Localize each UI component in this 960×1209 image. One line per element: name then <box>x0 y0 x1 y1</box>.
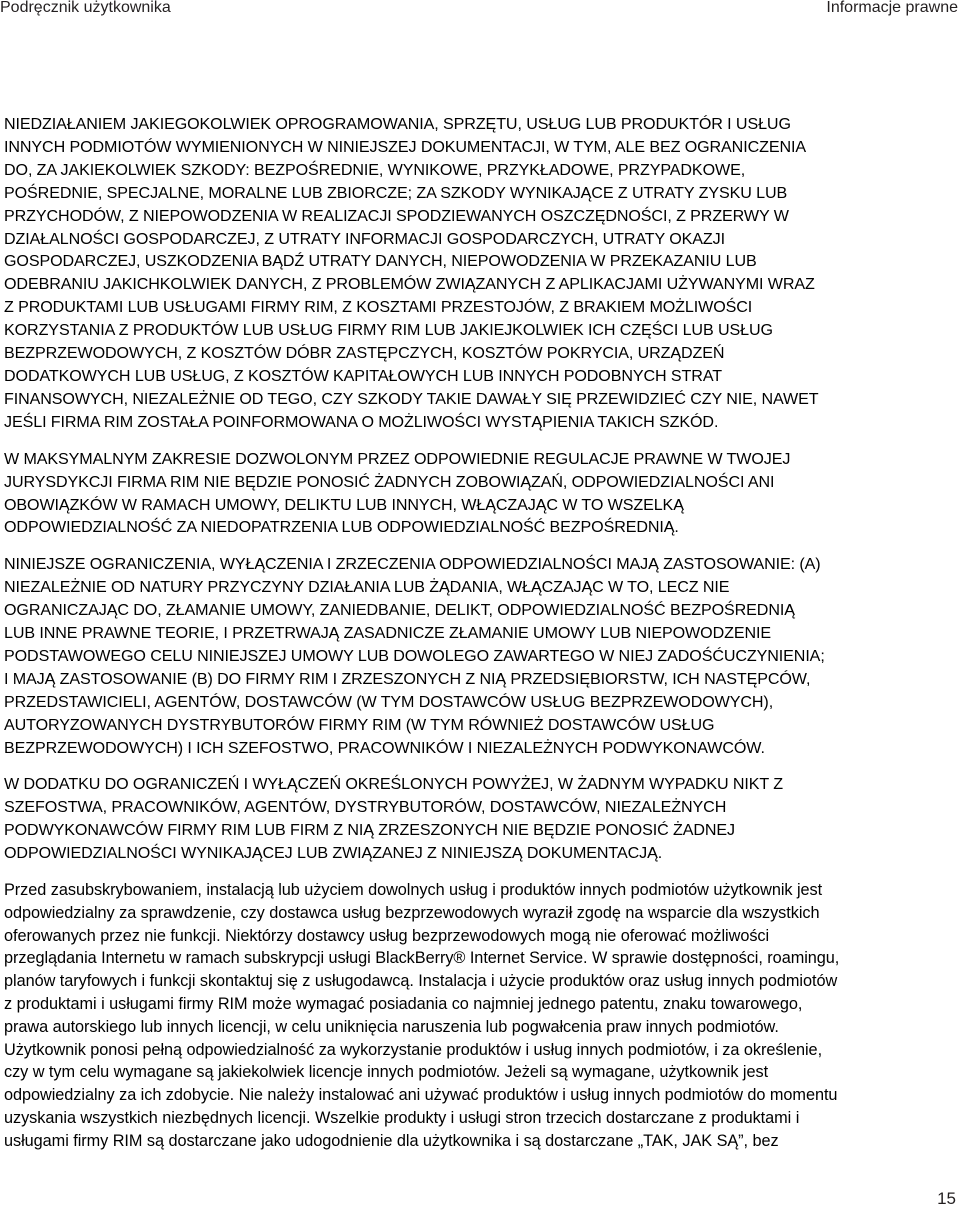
text-line: Przed zasubskrybowaniem, instalacją lub użyciem dowolnych usług i produktów innych podmiotów użytkownik jest <box>4 881 823 900</box>
text-line: odpowiedzialny za ich zdobycie. Nie należy instalować ani używać produktów i usług innych podmiotów do momentu <box>4 1086 838 1105</box>
text-line: NINIEJSZE OGRANICZENIA, WYŁĄCZENIA I ZRZECZENIA ODPOWIEDZIALNOŚCI MAJĄ ZASTOSOWANIE: (A) <box>4 555 821 574</box>
text-line: NIEZALEŻNIE OD NATURY PRZYCZYNY DZIAŁANIA LUB ŻĄDANIA, WŁĄCZAJĄC W TO, LECZ NIE <box>4 578 730 597</box>
text-line: czy w tym celu wymagane są jakiekolwiek licencje innych podmiotów. Jeżeli są wymagane, użytkownik jest <box>4 1063 769 1082</box>
text-line: PRZEDSTAWICIELI, AGENTÓW, DOSTAWCÓW (W TYM DOSTAWCÓW USŁUG BEZPRZEWODOWYCH), <box>4 692 774 711</box>
text-line: AUTORYZOWANYCH DYSTRYBUTORÓW FIRMY RIM (W TYM RÓWNIEŻ DOSTAWCÓW USŁUG <box>4 715 715 734</box>
paragraph-third-party-services <box>4 879 959 1153</box>
text-line: SZEFOSTWA, PRACOWNIKÓW, AGENTÓW, DYSTRYBUTORÓW, DOSTAWCÓW, NIEZALEŻNYCH <box>4 798 727 817</box>
text-line: ODEBRANIU JAKICHKOLWIEK DANYCH, Z PROBLEMÓW ZWIĄZANYCH Z APLIKACJAMI UŻYWANYMI WRAZ <box>4 275 815 294</box>
text-line: JURYSDYKCJI FIRMA RIM NIE BĘDZIE PONOSIĆ ŻADNYCH ZOBOWIĄZAŃ, ODPOWIEDZIALNOŚCI ANI <box>4 472 775 491</box>
text-line: OGRANICZAJĄC DO, ZŁAMANIE UMOWY, ZANIEDBANIE, DELIKT, ODPOWIEDZIALNOŚĆ BEZPOŚREDNIĄ <box>4 601 795 620</box>
text-line: I MAJĄ ZASTOSOWANIE (B) DO FIRMY RIM I ZRZESZONYCH Z NIĄ PRZEDSIĘBIORSTW, ICH NASTĘPCÓW, <box>4 669 811 688</box>
text-line: W DODATKU DO OGRANICZEŃ I WYŁĄCZEŃ OKREŚLONYCH POWYŻEJ, W ŻADNYM WYPADKU NIKT Z <box>4 775 783 794</box>
text-line: przeglądania Internetu w ramach subskrypcji usługi BlackBerry® Internet Service. W sprawie dostępności, roamingu, <box>4 949 840 968</box>
text-line: DZIAŁALNOŚCI GOSPODARCZEJ, Z UTRATY INFORMACJI GOSPODARCZYCH, UTRATY OKAZJI <box>4 229 725 248</box>
paragraph-limitations-apply <box>4 553 959 759</box>
text-line: DO, ZA JAKIEKOLWIEK SZKODY: BEZPOŚREDNIE, WYNIKOWE, PRZYKŁADOWE, PRZYPADKOWE, <box>4 160 746 179</box>
text-line: prawa autorskiego lub innych licencji, w celu uniknięcia naruszenia lub pogwałcenia praw innych podmiotów. <box>4 1017 779 1036</box>
text-line: POŚREDNIE, SPECJALNE, MORALNE LUB ZBIORCZE; ZA SZKODY WYNIKAJĄCE Z UTRATY ZYSKU LUB <box>4 183 788 202</box>
text-line: odpowiedzialny za sprawdzenie, czy dostawca usług bezprzewodowych wyraził zgodę na wsparcie dla wszystkich <box>4 903 820 922</box>
text-line: KORZYSTANIA Z PRODUKTÓW LUB USŁUG FIRMY RIM LUB JAKIEJKOLWIEK ICH CZĘŚCI LUB USŁUG <box>4 321 773 340</box>
text-line: planów taryfowych i funkcji skontaktuj się z usługodawcą. Instalacja i użycie produktów oraz usług innych podmiotów <box>4 972 838 991</box>
document-title: Podręcznik użytkownika <box>0 0 171 16</box>
text-line: ODPOWIEDZIALNOŚĆ ZA NIEDOPATRZENIA LUB ODPOWIEDZIALNOŚĆ BEZPOŚREDNIĄ. <box>4 518 679 537</box>
paragraph-maximum-extent <box>4 448 959 540</box>
document-body <box>4 113 959 1153</box>
text-line: uzyskania wszystkich niezbędnych licencji. Wszelkie produkty i usługi stron trzecich dostarczane z produktami i <box>4 1109 800 1128</box>
text-line: BEZPRZEWODOWYCH, Z KOSZTÓW DÓBR ZASTĘPCZYCH, KOSZTÓW POKRYCIA, URZĄDZEŃ <box>4 344 725 363</box>
paragraph-liability-damages <box>4 113 959 434</box>
paragraph-no-personal-liability <box>4 773 959 865</box>
section-title: Informacje prawne <box>826 0 958 16</box>
page-number: 15 <box>937 1189 956 1208</box>
text-line: Użytkownik ponosi pełną odpowiedzialność za wykorzystanie produktów i usług innych podmiotów, i za określenie, <box>4 1040 823 1059</box>
text-line: LUB INNE PRAWNE TEORIE, I PRZETRWAJĄ ZASADNICZE ZŁAMANIE UMOWY LUB NIEPOWODZENIE <box>4 624 771 643</box>
text-line: W MAKSYMALNYM ZAKRESIE DOZWOLONYM PRZEZ ODPOWIEDNIE REGULACJE PRAWNE W TWOJEJ <box>4 449 791 468</box>
text-line: ODPOWIEDZIALNOŚCI WYNIKAJĄCEJ LUB ZWIĄZANEJ Z NINIEJSZĄ DOKUMENTACJĄ. <box>4 844 663 863</box>
text-line: FINANSOWYCH, NIEZALEŻNIE OD TEGO, CZY SZKODY TAKIE DAWAŁY SIĘ PRZEWIDZIEĆ CZY NIE, NAWET <box>4 389 819 408</box>
text-line: z produktami i usługami firmy RIM może wymagać posiadania co najmniej jednego patentu, znaku towarowego, <box>4 995 803 1014</box>
page-header <box>0 0 960 22</box>
text-line: NIEDZIAŁANIEM JAKIEGOKOLWIEK OPROGRAMOWANIA, SPRZĘTU, USŁUG LUB PRODUKTÓR I USŁUG <box>4 115 791 133</box>
text-line: GOSPODARCZEJ, USZKODZENIA BĄDŹ UTRATY DANYCH, NIEPOWODZENIA W PRZEKAZANIU LUB <box>4 252 757 271</box>
text-line: usługami firmy RIM są dostarczane jako udogodnienie dla użytkownika i są dostarczane „TAK, JAK SĄ”, bez <box>4 1131 779 1150</box>
text-line: BEZPRZEWODOWYCH) I ICH SZEFOSTWO, PRACOWNIKÓW I NIEZALEŻNYCH PODWYKONAWCÓW. <box>4 738 765 757</box>
text-line: OBOWIĄZKÓW W RAMACH UMOWY, DELIKTU LUB INNYCH, WŁĄCZAJĄC W TO WSZELKĄ <box>4 495 684 514</box>
text-line: INNYCH PODMIOTÓW WYMIENIONYCH W NINIEJSZEJ DOKUMENTACJI, W TYM, ALE BEZ OGRANICZENIA <box>4 137 806 156</box>
text-line: PODWYKONAWCÓW FIRMY RIM LUB FIRM Z NIĄ ZRZESZONYCH NIE BĘDZIE PONOSIĆ ŻADNEJ <box>4 821 735 840</box>
text-line: PODSTAWOWEGO CELU NINIEJSZEJ UMOWY LUB DOWOLEGO ZAWARTEGO W NIEJ ZADOŚĆUCZYNIENIA; <box>4 646 825 665</box>
text-line: Z PRODUKTAMI LUB USŁUGAMI FIRMY RIM, Z KOSZTAMI PRZESTOJÓW, Z BRAKIEM MOŻLIWOŚCI <box>4 298 753 317</box>
text-line: DODATKOWYCH LUB USŁUG, Z KOSZTÓW KAPITAŁOWYCH LUB INNYCH PODOBNYCH STRAT <box>4 366 722 385</box>
text-line: JEŚLI FIRMA RIM ZOSTAŁA POINFORMOWANA O MOŻLIWOŚCI WYSTĄPIENIA TAKICH SZKÓD. <box>4 412 719 431</box>
text-line: PRZYCHODÓW, Z NIEPOWODZENIA W REALIZACJI SPODZIEWANYCH OSZCZĘDNOŚCI, Z PRZERWY W <box>4 206 789 225</box>
text-line: oferowanych przez nie funkcji. Niektórzy dostawcy usług bezprzewodowych mogą nie oferować możliwości <box>4 926 770 945</box>
